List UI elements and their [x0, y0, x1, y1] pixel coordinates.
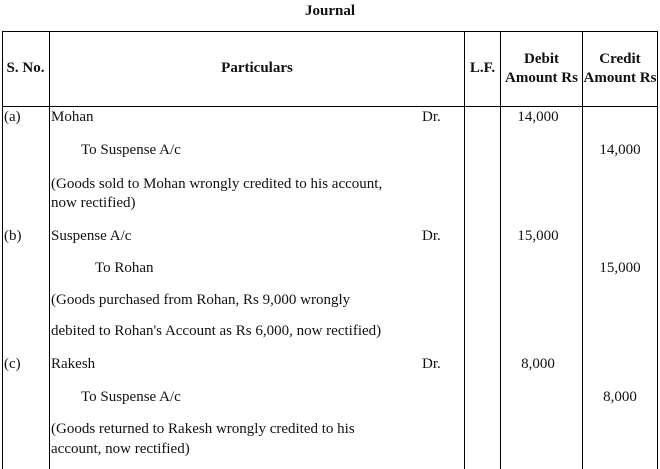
header-lf: L.F.: [469, 60, 496, 76]
credit-account: To Suspense A/c: [81, 389, 181, 405]
debit-account: Mohan: [51, 109, 94, 125]
narration-line: account, now rectified): [51, 441, 190, 457]
narration-line: now rectified): [51, 195, 136, 211]
narration-line: (Goods purchased from Rohan, Rs 9,000 wrongly: [51, 292, 351, 308]
entry-sno: (a): [4, 109, 21, 125]
narration-line: (Goods sold to Mohan wrongly credited to his account,: [51, 176, 383, 192]
entry-sno: (c): [4, 356, 21, 372]
credit-amount: 8,000: [603, 389, 637, 405]
credit-amount: 14,000: [599, 142, 641, 158]
debit-amount: 14,000: [517, 109, 559, 125]
debit-amount: 8,000: [521, 356, 555, 372]
header-divider: [2, 106, 658, 107]
header-credit-amount: Credit Amount Rs: [583, 50, 657, 86]
credit-amount: 15,000: [599, 260, 641, 276]
header-sno: S. No.: [6, 60, 45, 76]
journal-table: [2, 31, 658, 469]
narration-line: (Goods returned to Rakesh wrongly credited to his: [51, 421, 355, 437]
dr-label: Dr.: [422, 356, 441, 372]
header-particulars: Particulars: [221, 60, 293, 76]
credit-account: To Suspense A/c: [81, 142, 181, 158]
debit-account: Suspense A/c: [51, 228, 132, 244]
credit-account: To Rohan: [95, 260, 154, 276]
debit-account: Rakesh: [51, 356, 96, 372]
debit-amount: 15,000: [517, 228, 559, 244]
narration-line: debited to Rohan's Account as Rs 6,000, now rectified): [51, 323, 382, 339]
header-debit-amount: Debit Amount Rs: [505, 50, 578, 86]
dr-label: Dr.: [422, 109, 441, 125]
entry-sno: (b): [4, 228, 22, 244]
dr-label: Dr.: [422, 228, 441, 244]
journal-title: Journal: [304, 3, 355, 19]
